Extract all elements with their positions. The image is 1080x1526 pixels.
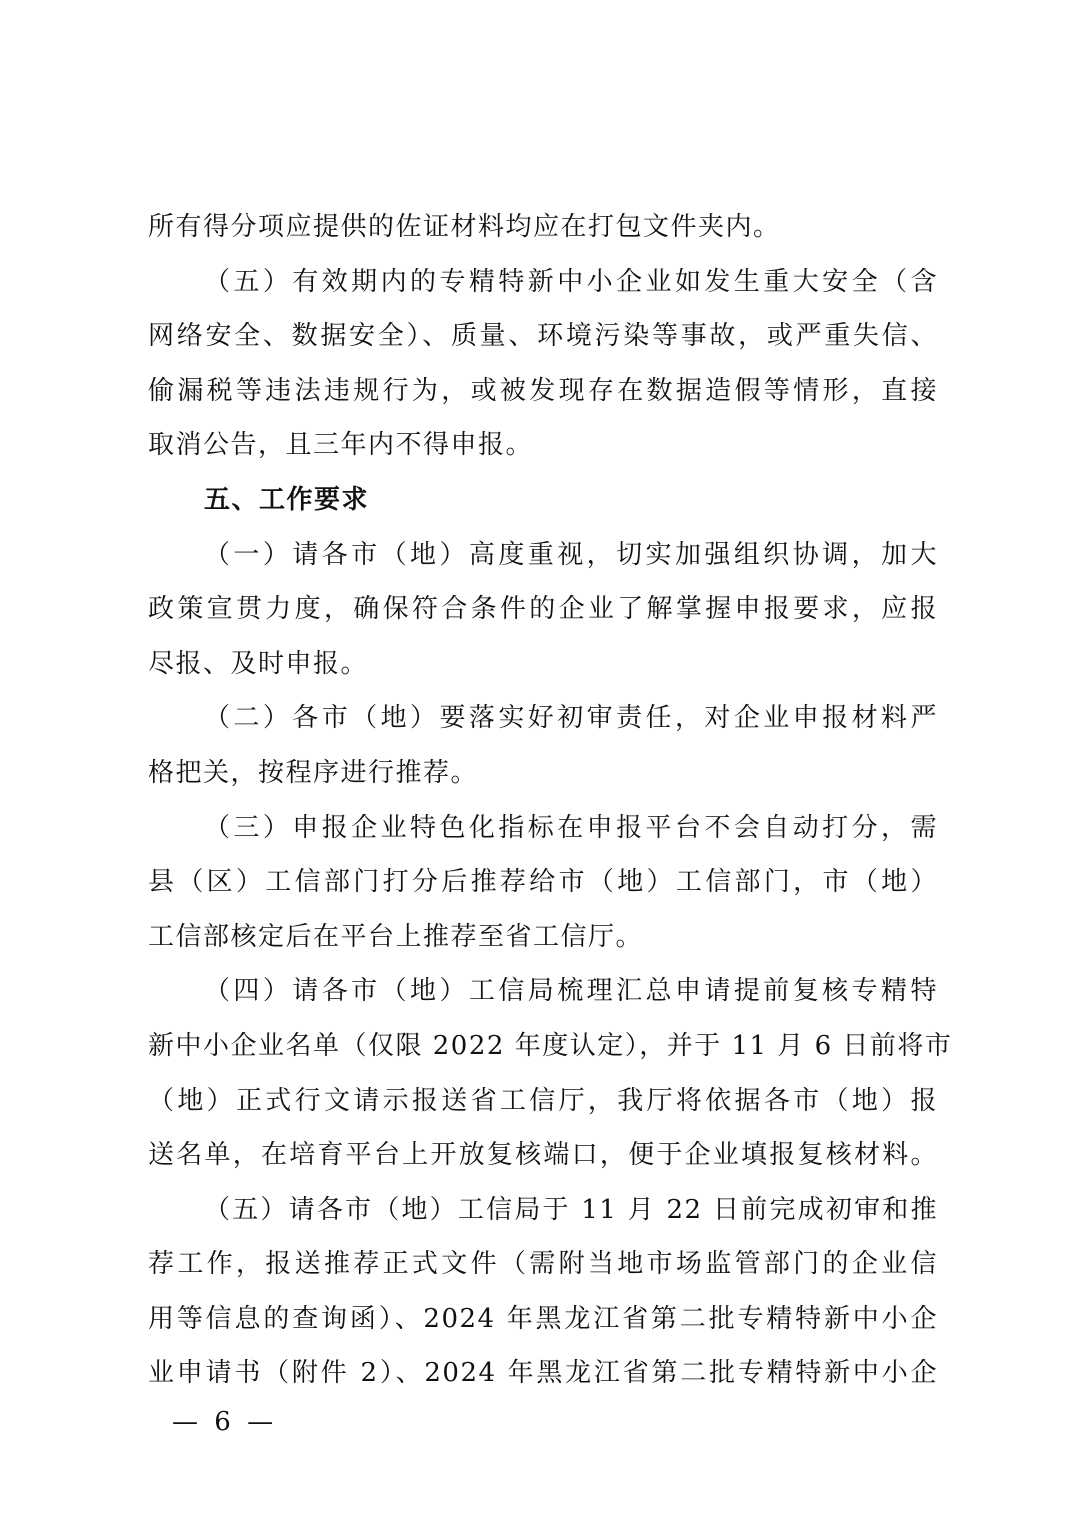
text-line: （五）请各市（地）工信局于 11 月 22 日前完成初审和推 (204, 1194, 938, 1225)
paragraph-5-1 (148, 528, 938, 692)
paragraph-4-5 (148, 255, 938, 473)
text-line: 送名单，在培育平台上开放复核端口，便于企业填报复核材料。 (148, 1140, 938, 1171)
text-line: （五）有效期内的专精特新中小企业如发生重大安全（含 (204, 266, 938, 297)
paragraph-5-4 (148, 964, 953, 1182)
text-line: 格把关，按程序进行推荐。 (148, 757, 479, 788)
document-body (148, 200, 953, 1401)
paragraph-5-3 (148, 801, 938, 965)
text-line: （四）请各市（地）工信局梳理汇总申请提前复核专精特 (204, 976, 938, 1007)
text-line: （三）申报企业特色化指标在申报平台不会自动打分，需 (204, 812, 938, 843)
text-line: 工信部核定后在平台上推荐至省工信厅。 (148, 921, 644, 952)
text-line: 县（区）工信部门打分后推荐给市（地）工信部门，市（地） (148, 867, 938, 898)
text-line: 新中小企业名单（仅限 2022 年度认定），并于 11 月 6 日前将市 (148, 1030, 953, 1061)
text-line: （二）各市（地）要落实好初审责任，对企业申报材料严 (204, 703, 938, 734)
text-line: （地）正式行文请示报送省工信厅，我厅将依据各市（地）报 (148, 1085, 938, 1116)
text-line: 取消公告，且三年内不得申报。 (148, 430, 534, 461)
paragraph-5-5 (148, 1183, 938, 1401)
paragraph-continued (148, 200, 938, 255)
page-number: — 6 — (172, 1407, 278, 1437)
text-line: 业申请书（附件 2）、2024 年黑龙江省第二批专精特新中小企 (148, 1358, 938, 1389)
text-line: （一）请各市（地）高度重视，切实加强组织协调，加大 (204, 539, 938, 570)
text-line: 偷漏税等违法违规行为，或被发现存在数据造假等情形，直接 (148, 375, 938, 406)
text-line: 网络安全、数据安全）、质量、环境污染等事故，或严重失信、 (148, 321, 938, 352)
section-5-heading: 五、工作要求 (204, 484, 370, 515)
section-heading (148, 473, 938, 528)
text-line: 用等信息的查询函）、2024 年黑龙江省第二批专精特新中小企 (148, 1303, 938, 1334)
text-line: 尽报、及时申报。 (148, 648, 369, 679)
text-line: 所有得分项应提供的佐证材料均应在打包文件夹内。 (148, 212, 781, 242)
paragraph-5-2 (148, 691, 938, 800)
text-line: 政策宣贯力度，确保符合条件的企业了解掌握申报要求，应报 (148, 594, 938, 625)
text-line: 荐工作，报送推荐正式文件（需附当地市场监管部门的企业信 (148, 1249, 938, 1280)
